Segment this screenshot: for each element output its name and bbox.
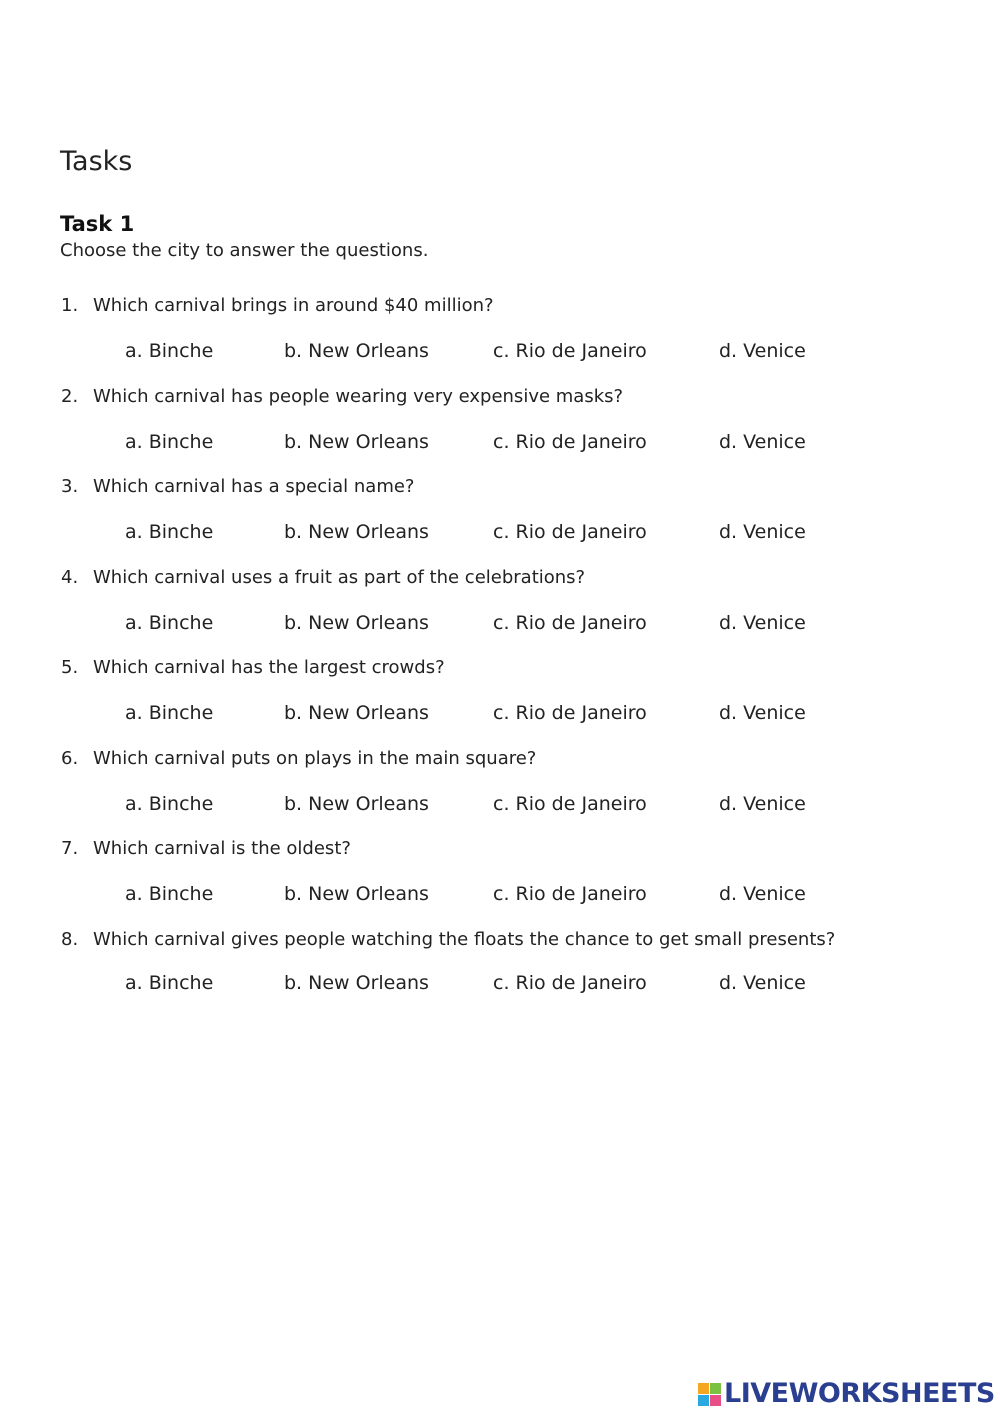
question-text: Which carnival uses a fruit as part of the celebrations? [93,567,586,588]
question-2 [0,386,1000,476]
question-text: Which carnival gives people watching the floats the chance to get small presents? [93,929,836,950]
question-5 [0,657,1000,747]
question-text: Which carnival brings in around $40 million? [93,295,494,316]
option-a[interactable]: a. Binche [125,883,214,905]
question-8 [0,929,1000,1019]
option-b[interactable]: b. New Orleans [284,702,429,724]
option-a[interactable]: a. Binche [125,612,214,634]
question-text: Which carnival puts on plays in the main square? [93,748,537,769]
logo-square-blue [698,1395,709,1406]
option-c[interactable]: c. Rio de Janeiro [493,702,647,724]
question-number: 2. [61,386,79,407]
question-text: Which carnival is the oldest? [93,838,351,859]
question-6 [0,748,1000,838]
question-text: Which carnival has a special name? [93,476,415,497]
option-b[interactable]: b. New Orleans [284,431,429,453]
option-c[interactable]: c. Rio de Janeiro [493,340,647,362]
option-c[interactable]: c. Rio de Janeiro [493,793,647,815]
option-a[interactable]: a. Binche [125,431,214,453]
option-d[interactable]: d. Venice [719,793,806,815]
question-text: Which carnival has people wearing very expensive masks? [93,386,624,407]
option-b[interactable]: b. New Orleans [284,340,429,362]
option-b[interactable]: b. New Orleans [284,793,429,815]
logo-square-orange [698,1383,709,1394]
option-c[interactable]: c. Rio de Janeiro [493,972,647,994]
question-text: Which carnival has the largest crowds? [93,657,445,678]
option-d[interactable]: d. Venice [719,883,806,905]
option-d[interactable]: d. Venice [719,702,806,724]
section-title: Tasks [60,146,133,177]
logo-text: LIVEWORKSHEETS [724,1378,995,1409]
question-number: 6. [61,748,79,769]
option-c[interactable]: c. Rio de Janeiro [493,431,647,453]
logo-square-green [710,1383,721,1394]
question-7 [0,838,1000,928]
option-a[interactable]: a. Binche [125,521,214,543]
option-a[interactable]: a. Binche [125,972,214,994]
option-d[interactable]: d. Venice [719,431,806,453]
question-1 [0,295,1000,385]
question-number: 5. [61,657,79,678]
option-b[interactable]: b. New Orleans [284,521,429,543]
question-number: 1. [61,295,79,316]
option-a[interactable]: a. Binche [125,340,214,362]
task-instructions: Choose the city to answer the questions. [60,240,429,261]
option-d[interactable]: d. Venice [719,521,806,543]
option-a[interactable]: a. Binche [125,793,214,815]
option-d[interactable]: d. Venice [719,612,806,634]
option-d[interactable]: d. Venice [719,972,806,994]
question-number: 7. [61,838,79,859]
option-b[interactable]: b. New Orleans [284,972,429,994]
option-c[interactable]: c. Rio de Janeiro [493,883,647,905]
liveworksheets-logo [698,1378,995,1410]
question-3 [0,476,1000,566]
liveworksheets-logo-icon [698,1383,721,1406]
option-c[interactable]: c. Rio de Janeiro [493,521,647,543]
option-b[interactable]: b. New Orleans [284,612,429,634]
question-number: 4. [61,567,79,588]
task-title: Task 1 [60,212,135,236]
question-number: 8. [61,929,79,950]
option-a[interactable]: a. Binche [125,702,214,724]
question-4 [0,567,1000,657]
question-number: 3. [61,476,79,497]
logo-square-pink [710,1395,721,1406]
option-b[interactable]: b. New Orleans [284,883,429,905]
option-c[interactable]: c. Rio de Janeiro [493,612,647,634]
option-d[interactable]: d. Venice [719,340,806,362]
